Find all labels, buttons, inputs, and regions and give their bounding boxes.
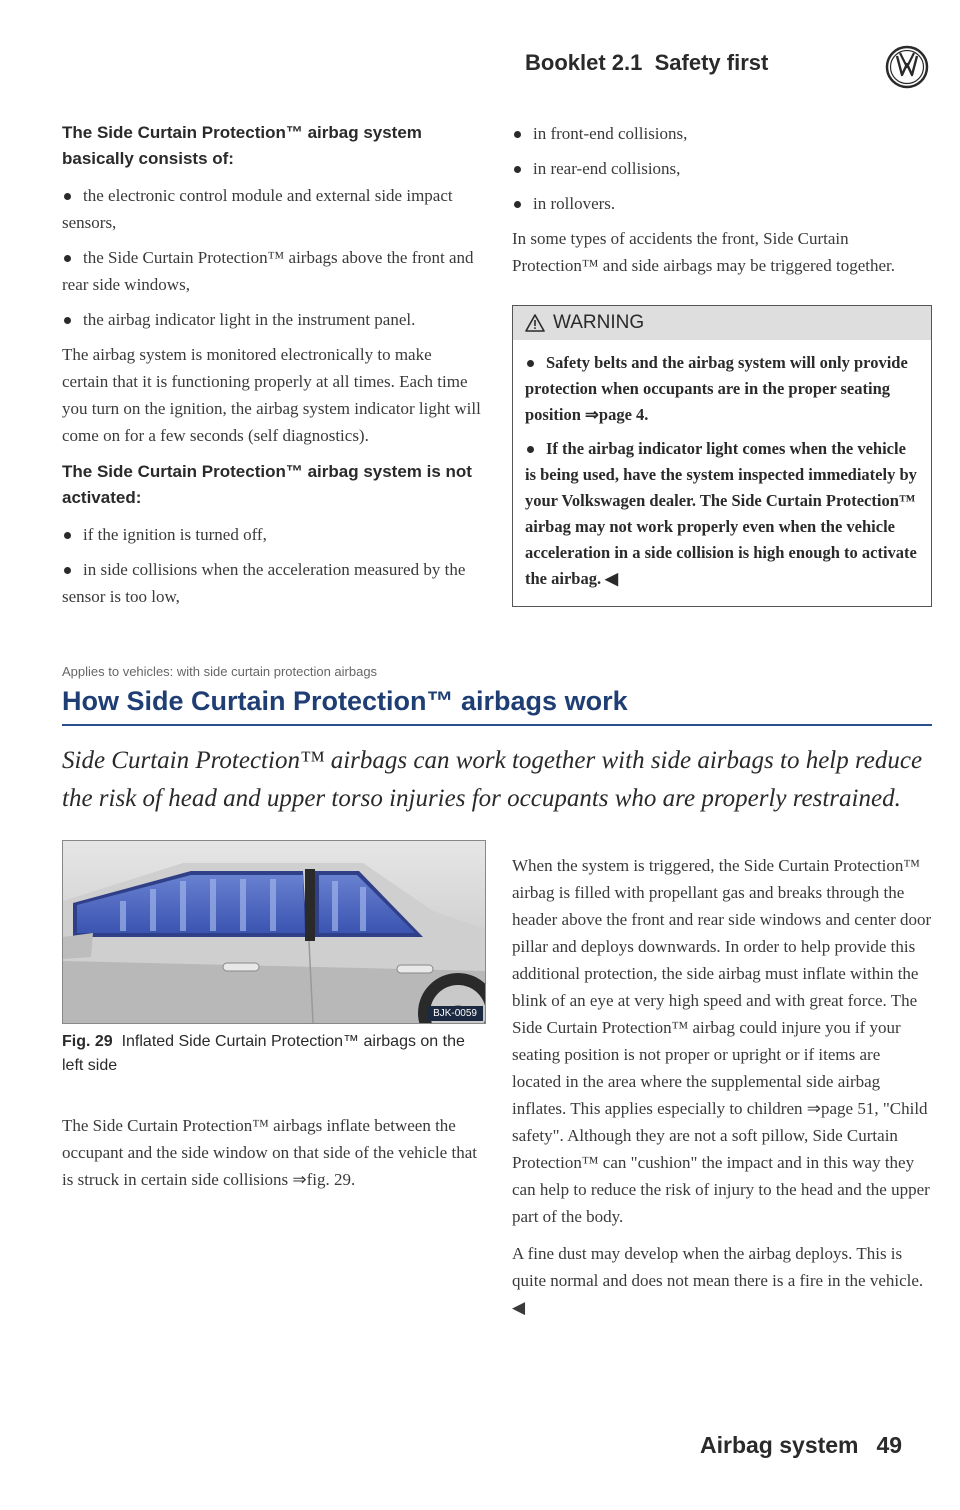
page-footer xyxy=(700,1432,902,1459)
list-item: in side collisions when the acceleration measured by the sensor is too low, xyxy=(62,560,466,606)
bullet-icon xyxy=(64,255,71,262)
figure-image xyxy=(62,840,486,1024)
bullet-icon xyxy=(527,446,534,453)
warning-triangle-icon xyxy=(525,314,545,332)
section-intro: Side Curtain Protection™ airbags can work together with side airbags to help reduce the risk of head and upper torso injuries for occupants who are properly restrained. xyxy=(62,747,923,812)
bullet-icon xyxy=(514,131,521,138)
left-bottom-text xyxy=(62,1112,482,1203)
warning-item: If the airbag indicator light comes when the vehicle is being used, have the system inspected immediately by your Volkswagen dealer. The Side Curtain Protection™ airbag may not work properly even when the vehicle acceleration in a side collision is high enough to activate the airbag. ◀ xyxy=(525,439,917,588)
trigger-together-paragraph: In some types of accidents the front, Side Curtain Protection™ and side airbags may be triggered together. xyxy=(512,229,895,275)
chapter-name: Airbag system xyxy=(700,1432,859,1458)
bullet-icon xyxy=(64,193,71,200)
booklet-label: Booklet 2.1 xyxy=(525,50,643,75)
figure-caption xyxy=(62,1030,482,1078)
applies-to-note: Applies to vehicles: with side curtain protection airbags xyxy=(62,664,378,679)
warning-body xyxy=(513,340,931,606)
bullet-icon xyxy=(64,567,71,574)
warning-title: WARNING xyxy=(553,312,645,333)
components-subhead: The Side Curtain Protection™ airbag system basically consists of: xyxy=(62,123,422,168)
list-item: the airbag indicator light in the instrument panel. xyxy=(62,306,482,333)
bullet-icon xyxy=(514,166,521,173)
warning-item: Safety belts and the airbag system will only provide protection when occupants are in the proper seating position ⇒page 4. xyxy=(525,353,908,424)
inflate-paragraph: The Side Curtain Protection™ airbags inflate between the occupant and the side window on that side of the vehicle that is struck in certain side collisions ⇒fig. 29. xyxy=(62,1116,477,1189)
section-rule xyxy=(62,724,932,726)
bullet-icon xyxy=(514,201,521,208)
figure-code: BJK-0059 xyxy=(427,1006,483,1021)
section-label: Safety first xyxy=(654,50,769,75)
warning-box xyxy=(512,305,932,607)
list-item: the Side Curtain Protection™ airbags above the front and rear side windows, xyxy=(62,248,474,294)
vw-logo-icon xyxy=(885,45,929,89)
page-number: 49 xyxy=(876,1432,903,1458)
right-column xyxy=(512,120,932,607)
figure-number: Fig. 29 xyxy=(62,1033,113,1050)
bullet-icon xyxy=(527,360,534,367)
list-item: in front-end collisions, xyxy=(512,120,932,147)
dust-paragraph: A fine dust may develop when the airbag deploys. This is quite normal and does not mean there is a fire in the vehicle. ◀ xyxy=(512,1244,924,1317)
monitoring-paragraph: The airbag system is monitored electronically to make certain that it is functioning properly at all times. Each time you turn on the ignition, the airbag system indicator light will come on for a few seconds (self diagnostics). xyxy=(62,345,481,445)
right-bottom-text xyxy=(512,852,932,1331)
running-header xyxy=(525,50,768,76)
warning-header xyxy=(513,306,931,340)
list-item: if the ignition is turned off, xyxy=(62,521,482,548)
bullet-icon xyxy=(64,532,71,539)
triggered-paragraph: When the system is triggered, the Side Curtain Protection™ airbag is filled with propellant gas and breaks through the header above the front and rear side windows and center door pillar and deploys downwards. In order to help provide this additional protection, the side airbag must inflate within the blink of an eye at very high speed and with great force. The Side Curtain Protection™ airbag could injure you if your seating position is not proper or upright or if items are located in the area where the supplemental side airbag inflates. This applies especially to children ⇒page 51, "Child safety". Although they are not a soft pillow, Side Curtain Protection™ can "cushion" the impact and in this way they can help to reduce the risk of injury to the head and the upper part of the body. xyxy=(512,856,932,1226)
not-activated-subhead: The Side Curtain Protection™ airbag system is not activated: xyxy=(62,462,472,507)
bullet-icon xyxy=(64,317,71,324)
car-airbag-illustration xyxy=(63,841,485,1023)
figure-caption-text: Inflated Side Curtain Protection™ airbags on the left side xyxy=(62,1033,465,1074)
list-item: in rear-end collisions, xyxy=(512,155,932,182)
list-item: in rollovers. xyxy=(512,190,932,217)
left-column xyxy=(62,120,482,618)
section-title: How Side Curtain Protection™ airbags work xyxy=(62,686,628,716)
list-item: the electronic control module and external side impact sensors, xyxy=(62,186,453,232)
